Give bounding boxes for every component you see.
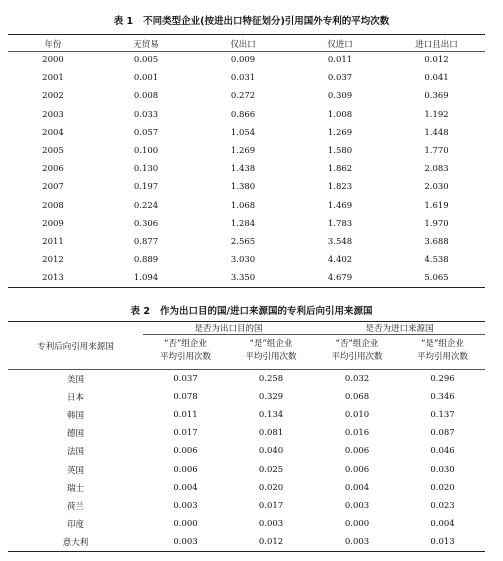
value-cell: 1.783	[327, 218, 353, 229]
value-cell: 0.078	[173, 392, 198, 403]
value-cell: 0.000	[173, 518, 198, 529]
row-label-cell: 2001	[42, 73, 64, 84]
value-cell: 0.877	[133, 236, 159, 247]
row-label-cell: 2006	[42, 164, 64, 175]
table2-subheader-line: 平均引用次数	[331, 352, 383, 362]
value-cell: 3.548	[327, 236, 353, 247]
value-cell: 0.001	[133, 73, 159, 84]
row-label-cell: 印度	[66, 519, 84, 530]
table1-body	[8, 51, 485, 287]
value-cell: 2.083	[424, 164, 449, 175]
value-cell: 0.346	[430, 392, 455, 403]
value-cell: 0.040	[258, 446, 284, 457]
row-label-cell: 2002	[42, 91, 64, 102]
row-label-cell: 2011	[42, 236, 64, 247]
table2-subheader-export-yes	[228, 338, 314, 364]
table1-number: 表 1	[113, 16, 134, 27]
value-cell: 0.197	[133, 182, 159, 193]
value-cell: 0.020	[258, 482, 284, 493]
table2-subheader-import-no	[314, 338, 400, 364]
table1-row	[8, 269, 485, 287]
table1-header-cell: 仅进口	[327, 39, 353, 50]
value-cell: 0.012	[258, 536, 284, 547]
value-cell: 0.003	[173, 536, 198, 547]
value-cell: 0.003	[344, 500, 370, 511]
value-cell: 1.580	[327, 146, 353, 157]
value-cell: 0.006	[173, 464, 198, 475]
value-cell: 2.030	[424, 182, 449, 193]
table1-row	[8, 87, 485, 105]
value-cell: 0.010	[344, 410, 370, 421]
value-cell: 0.000	[344, 518, 370, 529]
table2-subheader-line: “否”组企业	[335, 339, 379, 349]
value-cell: 0.003	[173, 500, 198, 511]
value-cell: 2.565	[230, 236, 256, 247]
value-cell: 0.224	[133, 200, 159, 211]
table2-group-header-import: 是否为进口来源国	[365, 324, 434, 334]
table2-row	[8, 533, 485, 551]
value-cell: 0.012	[424, 55, 449, 66]
value-cell: 3.688	[424, 236, 449, 247]
value-cell: 0.008	[133, 91, 159, 102]
table2-row	[8, 515, 485, 533]
value-cell: 0.329	[258, 392, 284, 403]
table2-number: 表 2	[130, 306, 150, 317]
table2-body	[8, 370, 485, 551]
value-cell: 0.296	[430, 374, 455, 385]
value-cell: 0.023	[430, 500, 455, 511]
value-cell: 1.380	[230, 182, 256, 193]
table2-row	[8, 442, 485, 460]
table2	[8, 370, 485, 551]
value-cell: 0.006	[173, 446, 198, 457]
value-cell: 0.087	[430, 428, 455, 439]
value-cell: 0.057	[133, 127, 159, 138]
table2-caption	[0, 303, 503, 317]
row-label-cell: 美国	[66, 375, 84, 386]
value-cell: 0.037	[327, 73, 353, 84]
value-cell: 4.679	[327, 273, 353, 284]
value-cell: 0.031	[230, 73, 256, 84]
value-cell: 0.003	[344, 536, 370, 547]
value-cell: 0.033	[133, 109, 159, 120]
value-cell: 0.004	[430, 518, 455, 529]
value-cell: 0.006	[344, 446, 370, 457]
table2-row	[8, 388, 485, 406]
value-cell: 1.269	[327, 127, 353, 138]
table1-row	[8, 215, 485, 233]
value-cell: 1.823	[327, 182, 353, 193]
value-cell: 0.081	[258, 428, 284, 439]
value-cell: 1.619	[424, 200, 449, 211]
value-cell: 1.054	[230, 127, 256, 138]
value-cell: 0.009	[230, 55, 256, 66]
table2-subheader-line: 平均引用次数	[416, 352, 468, 362]
table2-subheader-line: “是”组企业	[421, 339, 464, 349]
value-cell: 0.041	[424, 73, 449, 84]
table2-row	[8, 460, 485, 478]
value-cell: 5.065	[424, 273, 449, 284]
value-cell: 0.369	[424, 91, 449, 102]
row-label-cell: 英国	[66, 465, 84, 476]
table2-title: 作为出口目的国/进口来源国的专利后向引用来源国	[159, 306, 373, 317]
value-cell: 1.068	[230, 200, 256, 211]
table1-row	[8, 251, 485, 269]
table1-row	[8, 197, 485, 215]
row-label-cell: 2005	[42, 146, 64, 157]
row-label-cell: 法国	[66, 447, 84, 458]
value-cell: 0.004	[344, 482, 370, 493]
value-cell: 1.284	[230, 218, 256, 229]
value-cell: 0.046	[430, 446, 455, 457]
value-cell: 0.005	[133, 55, 159, 66]
row-label-cell: 2007	[42, 182, 64, 193]
value-cell: 0.020	[430, 482, 455, 493]
table1-row	[8, 233, 485, 251]
value-cell: 1.192	[424, 109, 449, 120]
row-label-cell: 2008	[42, 200, 64, 211]
row-label-cell: 2009	[42, 218, 64, 229]
row-label-cell: 2000	[42, 55, 64, 66]
value-cell: 0.017	[258, 500, 284, 511]
value-cell: 0.866	[230, 109, 256, 120]
value-cell: 0.004	[173, 482, 198, 493]
value-cell: 0.032	[344, 374, 370, 385]
value-cell: 1.269	[230, 146, 256, 157]
value-cell: 1.469	[327, 200, 353, 211]
table1-header-cell: 进口且出口	[415, 39, 458, 50]
value-cell: 0.306	[133, 218, 159, 229]
value-cell: 3.030	[230, 255, 256, 266]
table2-row	[8, 497, 485, 515]
table1-caption	[0, 13, 503, 27]
value-cell: 1.970	[424, 218, 449, 229]
value-cell: 4.402	[327, 255, 353, 266]
value-cell: 0.068	[344, 392, 370, 403]
value-cell: 0.258	[258, 374, 284, 385]
table2-subheader-line: “是”组企业	[249, 339, 293, 349]
table1-row	[8, 178, 485, 196]
row-label-cell: 日本	[66, 393, 84, 404]
value-cell: 1.862	[327, 164, 353, 175]
table2-group-rule	[143, 334, 485, 335]
table2-row	[8, 479, 485, 497]
table1-header-cell: 年份	[44, 39, 62, 50]
value-cell: 1.770	[424, 146, 449, 157]
value-cell: 0.309	[327, 91, 353, 102]
value-cell: 0.016	[344, 428, 370, 439]
value-cell: 4.538	[424, 255, 449, 266]
row-label-cell: 德国	[66, 429, 84, 440]
table2-row	[8, 424, 485, 442]
table1-title: 不同类型企业(按进出口特征划分)引用国外专利的平均次数	[143, 16, 390, 27]
value-cell: 0.889	[133, 255, 159, 266]
table1	[8, 36, 485, 287]
table1-row	[8, 124, 485, 142]
table2-group-header-export: 是否为出口目的国	[194, 324, 263, 334]
table1-top-rule	[8, 34, 485, 35]
value-cell: 0.137	[430, 410, 455, 421]
value-cell: 1.094	[133, 273, 159, 284]
row-label-cell: 瑞士	[66, 483, 84, 494]
value-cell: 0.011	[173, 410, 198, 421]
value-cell: 1.008	[327, 109, 353, 120]
table1-header-cell: 仅出口	[230, 39, 256, 50]
row-label-cell: 荷兰	[66, 501, 84, 512]
value-cell: 0.006	[344, 464, 370, 475]
value-cell: 0.025	[258, 464, 284, 475]
value-cell: 0.011	[327, 55, 353, 66]
value-cell: 0.272	[230, 91, 256, 102]
table1-row	[8, 51, 485, 69]
table2-row	[8, 406, 485, 424]
table2-subheader-line: “否”组企业	[164, 339, 207, 349]
table2-subheader-line: 平均引用次数	[245, 352, 297, 362]
value-cell: 0.130	[133, 164, 159, 175]
value-cell: 0.017	[173, 428, 198, 439]
table1-row	[8, 106, 485, 124]
table2-subheader-line: 平均引用次数	[159, 352, 211, 362]
row-label-cell: 意大利	[62, 537, 89, 548]
row-label-cell: 2003	[42, 109, 64, 120]
table1-row	[8, 69, 485, 87]
value-cell: 0.134	[258, 410, 284, 421]
value-cell: 0.100	[133, 146, 159, 157]
table1-header-cell: 无贸易	[133, 39, 159, 50]
value-cell: 0.013	[430, 536, 455, 547]
table2-row-header: 专利后向引用来源国	[37, 342, 114, 352]
table2-subheader-export-no	[143, 338, 228, 364]
table1-row	[8, 142, 485, 160]
value-cell: 1.438	[230, 164, 256, 175]
table2-row	[8, 370, 485, 388]
table2-subheader-import-yes	[400, 338, 485, 364]
table2-bottom-rule	[8, 551, 485, 552]
row-label-cell: 2013	[42, 273, 64, 284]
row-label-cell: 2012	[42, 255, 64, 266]
row-label-cell: 2004	[42, 127, 64, 138]
value-cell: 0.037	[173, 374, 198, 385]
value-cell: 1.448	[424, 127, 449, 138]
table1-header-row	[8, 36, 485, 51]
value-cell: 0.030	[430, 464, 455, 475]
value-cell: 0.003	[258, 518, 284, 529]
table1-row	[8, 160, 485, 178]
row-label-cell: 韩国	[66, 411, 84, 422]
value-cell: 3.350	[230, 273, 256, 284]
